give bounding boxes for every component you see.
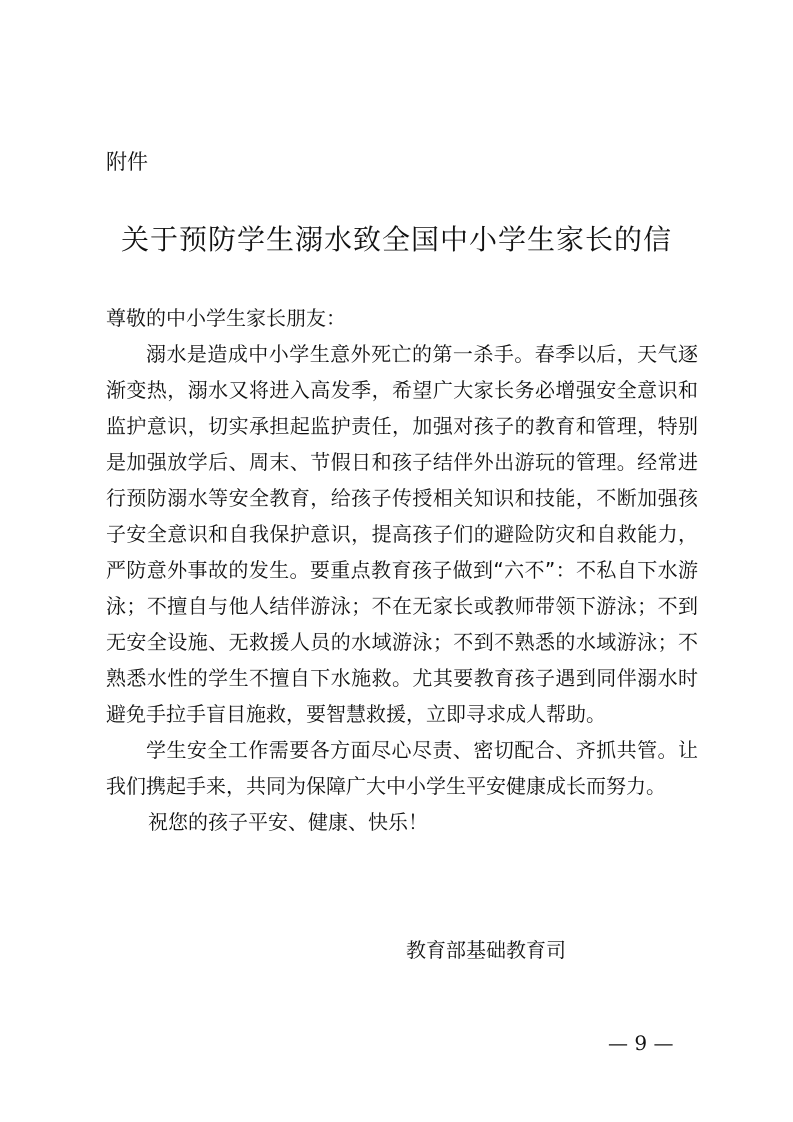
page-number: — 9 —: [608, 1031, 674, 1055]
attachment-label: 附件: [106, 150, 148, 174]
document-title: 关于预防学生溺水致全国中小学生家长的信: [120, 223, 672, 256]
signature: 教育部基础教育司: [406, 938, 566, 962]
letter-body: [106, 300, 698, 840]
salutation: 尊敬的中小学生家长朋友：: [106, 306, 346, 330]
closing-wish: 祝您的孩子平安、健康、快乐！: [148, 810, 428, 834]
paragraph-joint-effort: 学生安全工作需要各方面尽心尽责、密切配合、齐抓共管。让我们携起手来，共同为保障广大中小学生平安健康成长而努力。: [106, 738, 698, 798]
paragraph-drowning-prevention: 溺水是造成中小学生意外死亡的第一杀手。春季以后，天气逐渐变热，溺水又将进入高发季，希望广大家长务必增强安全意识和监护意识，切实承担起监护责任，加强对孩子的教育和管理，特别是加强放学后、周末、节假日和孩子结伴外出游玩的管理。经常进行预防溺水等安全教育，给孩子传授相关知识和技能，不断加强孩子安全意识和自我保护意识，提高孩子们的避险防灾和自救能力，严防意外事故的发生。要重点教育孩子做到“六不”：不私自下水游泳；不擅自与他人结伴游泳；不在无家长或教师带领下游泳；不到无安全设施、无救援人员的水域游泳；不到不熟悉的水域游泳；不熟悉水性的学生不擅自下水施救。尤其要教育孩子遇到同伴溺水时避免手拉手盲目施救，要智慧救援，立即寻求成人帮助。: [106, 342, 698, 726]
